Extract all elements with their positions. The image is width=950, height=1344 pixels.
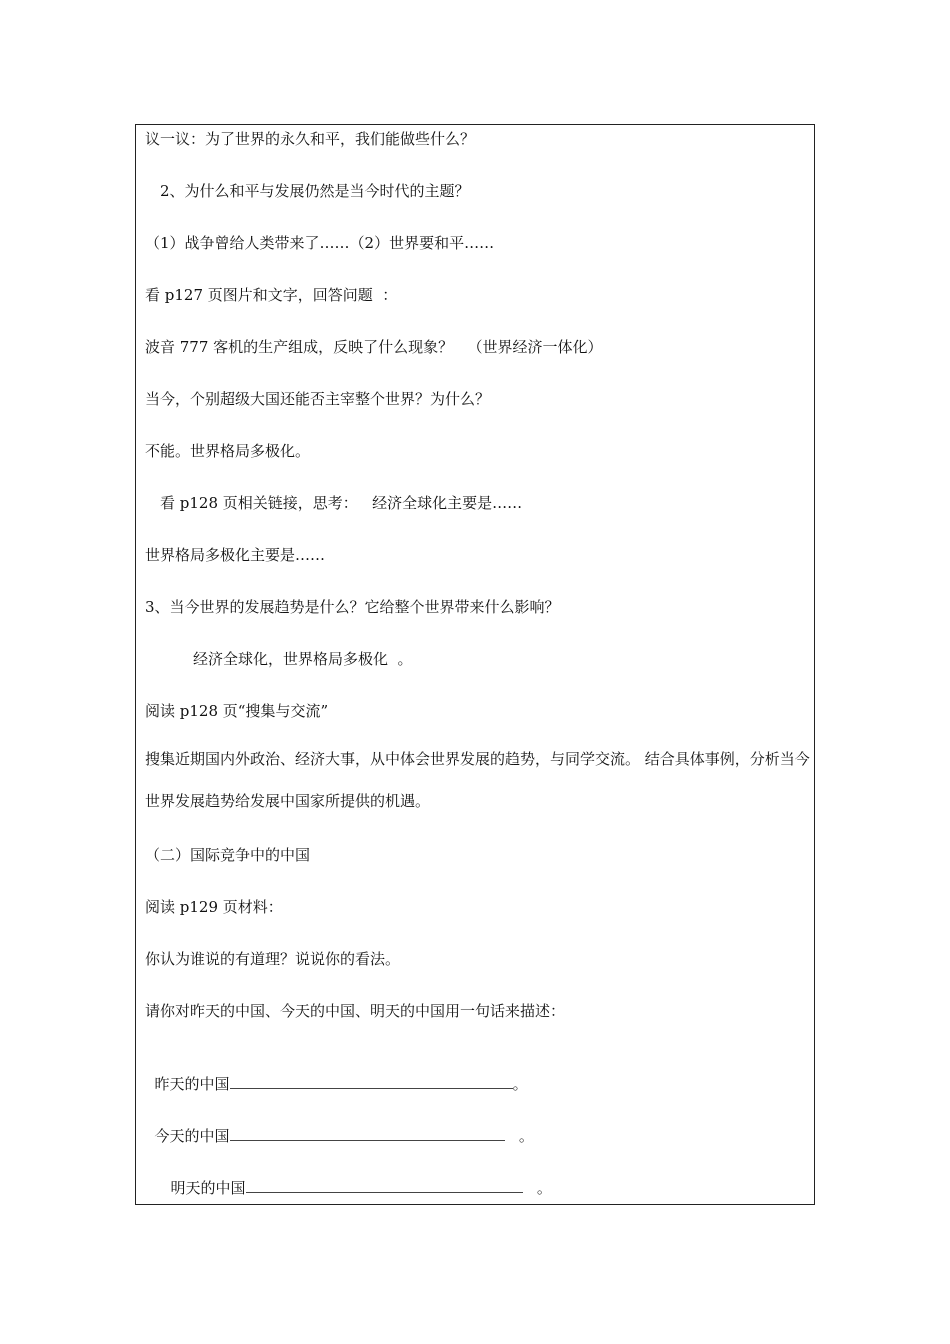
- read-p127-instruction: 看 p127 页图片和文字，回答问题 ：: [145, 286, 398, 304]
- tomorrow-label: 明天的中国: [170, 1179, 246, 1197]
- yesterday-label: 昨天的中国: [154, 1075, 230, 1093]
- yesterday-china-row: [145, 1053, 528, 1094]
- today-answer-blank[interactable]: [230, 1125, 505, 1141]
- tomorrow-end: 。: [522, 1179, 552, 1197]
- read-p129: 阅读 p129 页材料：: [145, 898, 283, 916]
- trend-answer: 经济全球化，世界格局多极化 。: [193, 650, 413, 668]
- read-p128-link: 看 p128 页相关链接，思考： 经济全球化主要是……: [160, 494, 523, 512]
- opinion-question: 你认为谁说的有道理？说说你的看法。: [145, 950, 401, 968]
- superpower-question: 当今，个别超级大国还能否主宰整个世界？为什么？: [145, 390, 491, 408]
- question-3: 3、当今世界的发展趋势是什么？它给整个世界带来什么影响？: [145, 598, 560, 616]
- boeing-question: 波音 777 客机的生产组成，反映了什么现象？ （世界经济一体化）: [145, 338, 603, 356]
- describe-china-prompt: 请你对昨天的中国、今天的中国、明天的中国用一句话来描述：: [145, 1002, 566, 1020]
- today-end: 。: [504, 1127, 534, 1145]
- tomorrow-answer-blank[interactable]: [246, 1177, 523, 1193]
- tomorrow-china-row: [161, 1157, 552, 1198]
- today-label: 今天的中国: [154, 1127, 230, 1145]
- war-and-peace-points: （1）战争曾给人类带来了……（2）世界要和平……: [145, 234, 495, 252]
- multipolar-point: 世界格局多极化主要是……: [145, 546, 326, 564]
- yesterday-answer-blank[interactable]: [230, 1073, 513, 1089]
- question-2: 2、为什么和平与发展仍然是当今时代的主题？: [160, 182, 470, 200]
- discussion-prompt: 议一议：为了世界的永久和平，我们能做些什么？: [145, 130, 476, 148]
- superpower-answer: 不能。世界格局多极化。: [145, 442, 311, 460]
- collect-exchange-task: 搜集近期国内外政治、经济大事，从中体会世界发展的趋势，与同学交流。 结合具体事例，分析当今世界发展趋势给发展中国家所提供的机遇。: [145, 750, 810, 810]
- section-heading-china: （二）国际竞争中的中国: [145, 846, 311, 864]
- yesterday-end: 。: [512, 1075, 528, 1093]
- today-china-row: [145, 1105, 534, 1146]
- read-p128-collect: 阅读 p128 页“搜集与交流”: [145, 702, 329, 720]
